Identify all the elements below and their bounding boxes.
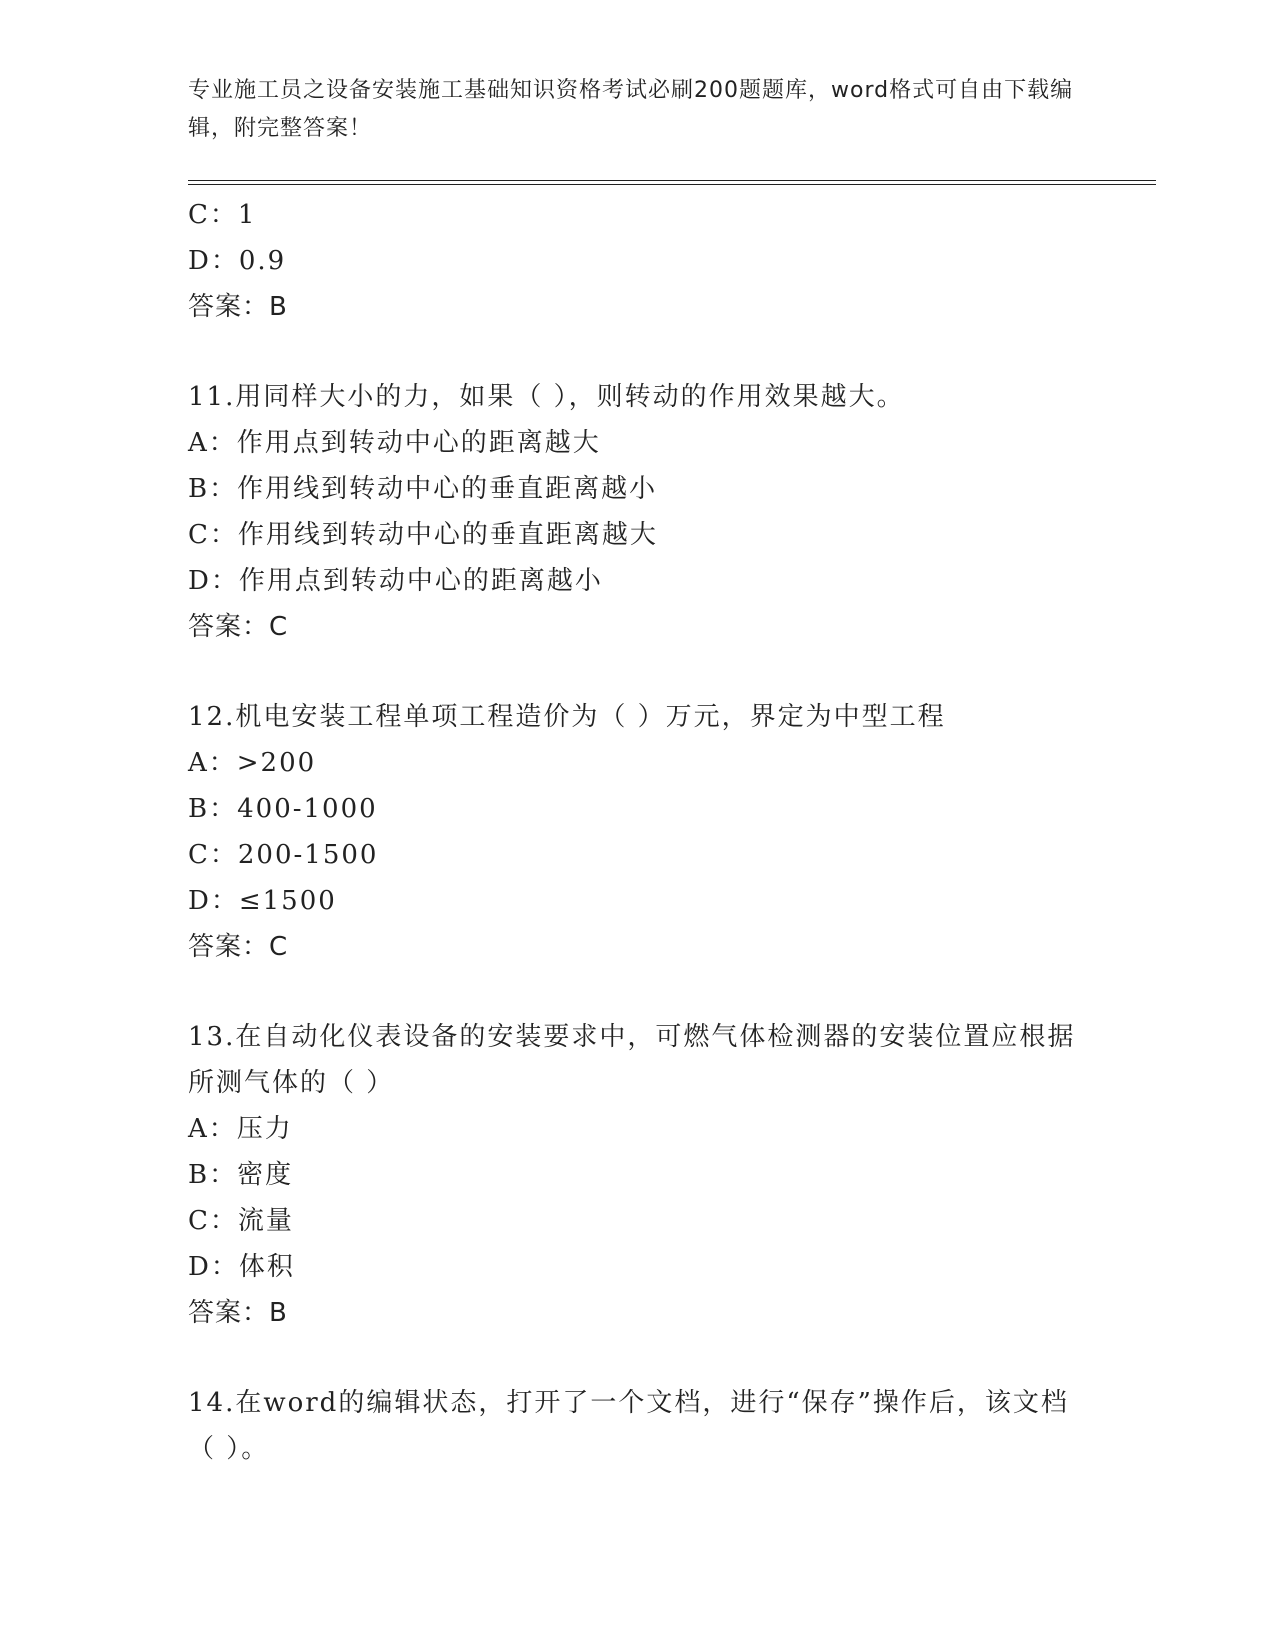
- answer-line: 答案：B: [188, 292, 288, 322]
- continued-question: [188, 192, 1108, 330]
- question-title: 11.用同样大小的力，如果（ ），则转动的作用效果越大。: [188, 382, 905, 412]
- option-d: D：≤1500: [188, 886, 337, 916]
- option-d: D：体积: [188, 1252, 295, 1282]
- header-divider: [188, 180, 1156, 185]
- option-a: A：>200: [188, 748, 317, 778]
- option-d: D：0.9: [188, 246, 287, 276]
- option-b: B：作用线到转动中心的垂直距离越小: [188, 474, 658, 504]
- option-a: A：作用点到转动中心的距离越大: [188, 428, 601, 458]
- option-d: D：作用点到转动中心的距离越小: [188, 566, 603, 596]
- option-a: A：压力: [188, 1114, 293, 1144]
- answer-line: 答案：B: [188, 1298, 288, 1328]
- answer-line: 答案：C: [188, 932, 289, 962]
- question-12: [188, 694, 1108, 970]
- question-13: [188, 1014, 1108, 1336]
- question-14: [188, 1380, 1108, 1472]
- page-header: 专业施工员之设备安装施工基础知识资格考试必刷200题题库，word格式可自由下载编辑，附完整答案！: [188, 78, 1074, 141]
- option-c: C：1: [188, 200, 257, 230]
- question-11: [188, 374, 1108, 650]
- option-c: C：流量: [188, 1206, 294, 1236]
- answer-line: 答案：C: [188, 612, 289, 642]
- question-list: [188, 192, 1108, 1472]
- option-b: B：400-1000: [188, 794, 378, 824]
- question-title: 14.在word的编辑状态，打开了一个文档，进行“保存”操作后，该文档（ ）。: [188, 1388, 1069, 1464]
- option-b: B：密度: [188, 1160, 294, 1190]
- option-c: C：200-1500: [188, 840, 379, 870]
- option-c: C：作用线到转动中心的垂直距离越大: [188, 520, 658, 550]
- question-title: 13.在自动化仪表设备的安装要求中，可燃气体检测器的安装位置应根据所测气体的（ ）: [188, 1022, 1076, 1098]
- question-title: 12.机电安装工程单项工程造价为（ ）万元，界定为中型工程: [188, 702, 946, 732]
